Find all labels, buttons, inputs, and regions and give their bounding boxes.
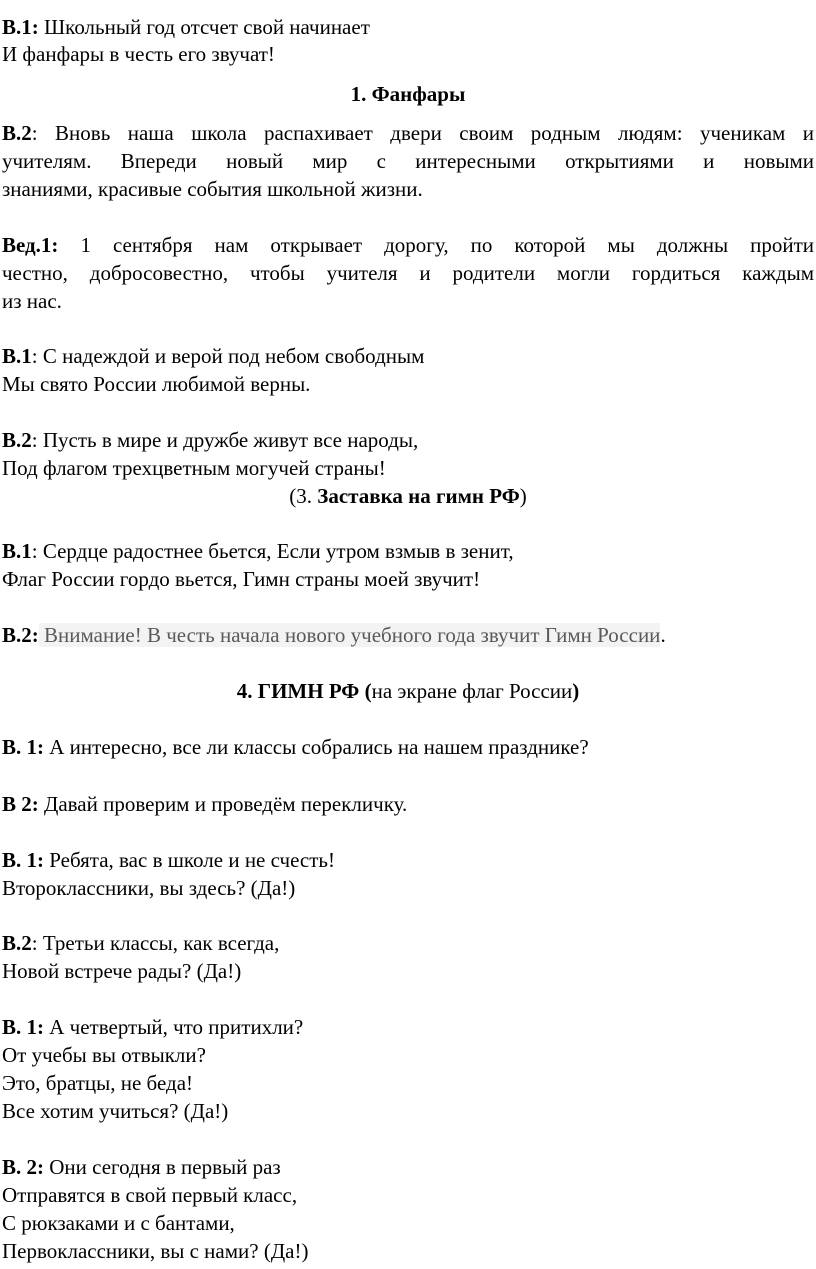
speech-text: честно, добросовестно, чтобы учителя и родители могли гордиться каждым [2, 261, 814, 285]
speech-line [2, 13, 814, 41]
speaker-label: В. 1: [2, 735, 44, 759]
section-heading-anthem [2, 677, 814, 705]
speech-line [2, 1097, 814, 1125]
heading-normal: на экране флаг России [371, 679, 573, 703]
speaker-label: В.1: [2, 15, 39, 39]
section-heading-fanfare [2, 80, 814, 108]
heading-bold: Заставка на гимн РФ [317, 484, 520, 508]
speech-text: : Сердце радостнее бьется, Если утром взмыв в зенит, [31, 539, 514, 563]
speech-text: И фанфары в честь его звучат! [2, 42, 275, 66]
speech-text: : Пусть в мире и дружбе живут все народы, [31, 428, 419, 452]
speaker-label: Вед.1: [2, 233, 59, 257]
speech-text: С рюкзаками и с бантами, [2, 1211, 235, 1235]
speech-text: знаниями, красивые события школьной жизни. [2, 177, 423, 201]
speech-line [2, 342, 814, 370]
speaker-label: В. 1: [2, 848, 44, 872]
speech-text: Они сегодня в первый раз [44, 1155, 281, 1179]
speech-text: А четвертый, что притихли? [44, 1015, 304, 1039]
speech-text: А интересно, все ли классы собрались на нашем празднике? [44, 735, 589, 759]
speech-tail: . [660, 623, 666, 647]
speech-text: Отправятся в свой первый класс, [2, 1183, 298, 1207]
speech-line [2, 1069, 814, 1097]
speech-line [2, 119, 814, 147]
speech-line [2, 426, 814, 454]
speech-line [2, 454, 814, 482]
highlighted-speech-text: Внимание! В честь начала нового учебного года звучит Гимн России [38, 623, 661, 647]
speech-text: : С надеждой и верой под небом свободным [31, 344, 425, 368]
speech-text: Флаг России гордо вьется, Гимн страны моей звучит! [2, 567, 481, 591]
speech-text: Под флагом трехцветным могучей страны! [2, 456, 386, 480]
speech-line [2, 846, 814, 874]
heading-bold-close: ) [572, 679, 580, 703]
speech-line [2, 231, 814, 259]
speaker-label: В.2 [2, 121, 32, 145]
speech-text: из нас. [2, 289, 62, 313]
speaker-label: В. 1: [2, 1015, 44, 1039]
speech-text: От учебы вы отвыкли? [2, 1043, 206, 1067]
speech-line [2, 565, 814, 593]
speech-text: : Третьи классы, как всегда, [31, 931, 280, 955]
speech-line [2, 175, 814, 203]
speech-text: Давай проверим и проведём перекличку. [38, 792, 408, 816]
speech-line [2, 1181, 814, 1209]
section-heading-anthem-intro [2, 482, 814, 510]
speech-text: Ребята, вас в школе и не счесть! [44, 848, 335, 872]
speech-text: Новой встрече рады? (Да!) [2, 959, 242, 983]
speech-text: 1 сентября нам открывает дорогу, по которой мы должны пройти [58, 233, 814, 257]
speech-line [2, 147, 814, 175]
heading-open: (3. [289, 484, 318, 508]
speech-line [2, 929, 814, 957]
speech-text: : Вновь наша школа распахивает двери своим родным людям: ученикам и [31, 121, 814, 145]
speaker-label: В.2 [2, 931, 32, 955]
speech-line [2, 370, 814, 398]
speech-text: Первоклассники, вы с нами? (Да!) [2, 1239, 309, 1263]
speech-line [2, 874, 814, 902]
speaker-label: В.1 [2, 539, 32, 563]
heading-text: 1. Фанфары [350, 82, 466, 106]
speech-text: Школьный год отсчет свой начинает [38, 15, 370, 39]
speech-line [2, 1209, 814, 1237]
speech-line [2, 259, 814, 287]
heading-bold: 4. ГИМН РФ ( [236, 679, 372, 703]
speech-line [2, 40, 814, 68]
speaker-label: В.2: [2, 623, 39, 647]
speech-line [2, 621, 814, 649]
speech-text: Все хотим учиться? (Да!) [2, 1099, 229, 1123]
speaker-label: В 2: [2, 792, 39, 816]
speech-line [2, 790, 814, 818]
speaker-label: В.2 [2, 428, 32, 452]
speech-line [2, 1153, 814, 1181]
speech-text: Второклассники, вы здесь? (Да!) [2, 876, 296, 900]
speech-line [2, 1013, 814, 1041]
speech-text: Мы свято России любимой верны. [2, 372, 311, 396]
speech-line [2, 733, 814, 761]
speech-line [2, 1041, 814, 1069]
speech-line [2, 1237, 814, 1265]
speaker-label: В. 2: [2, 1155, 44, 1179]
speech-line [2, 957, 814, 985]
heading-close: ) [519, 484, 527, 508]
speech-text: учителям. Впереди новый мир с интересными открытиями и новыми [2, 149, 814, 173]
speech-line [2, 287, 814, 315]
speech-text: Это, братцы, не беда! [2, 1071, 194, 1095]
speech-line [2, 537, 814, 565]
speaker-label: В.1 [2, 344, 32, 368]
